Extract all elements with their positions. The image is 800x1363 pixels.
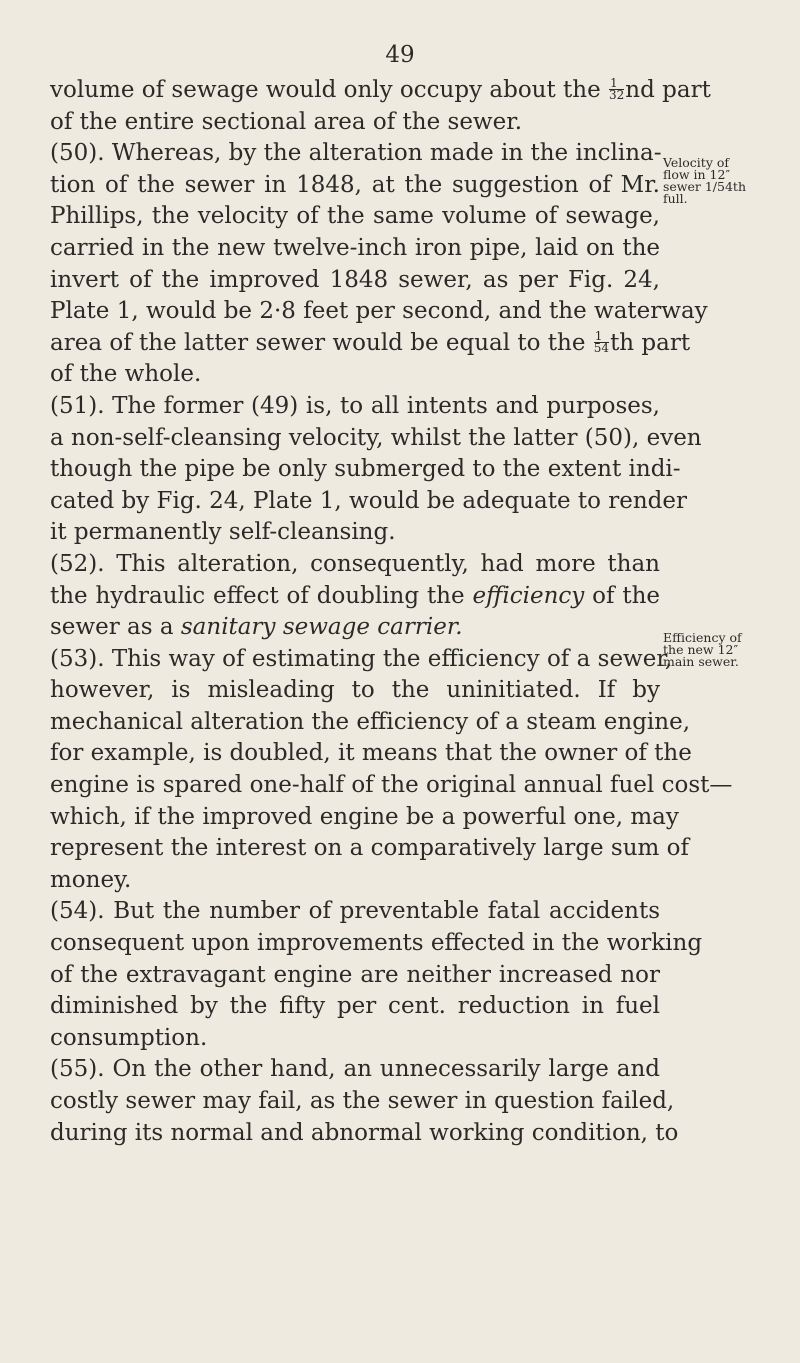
text-line: mechanical alteration the efficiency of a steam engine, — [50, 708, 691, 735]
text-segment: the hydraulic effect of doubling the — [50, 582, 465, 609]
text-line: (54). But the number of preventable fatal accidents — [50, 898, 660, 925]
margin-note-line: full. — [663, 191, 688, 206]
fraction — [609, 78, 624, 101]
margin-note-line: the new 12″ — [663, 642, 739, 657]
italic-text: efficiency — [472, 582, 585, 609]
fraction — [593, 328, 610, 355]
text-line — [50, 581, 660, 613]
text-line: (51). The former (49) is, to all intents and purposes, — [50, 392, 660, 419]
margin-note-line: main sewer. — [663, 654, 739, 669]
text-line: of the extravagant engine are neither increased nor — [50, 961, 660, 988]
text-segment: area of the latter sewer would be equal to the — [50, 329, 586, 356]
text-line: money. — [50, 866, 132, 893]
fraction-numerator: 1 — [594, 331, 609, 343]
text-line: engine is spared one-half of the original annual fuel cost— — [50, 772, 733, 799]
text-line: tion of the sewer in 1848, at the suggestion of Mr. — [50, 171, 660, 198]
text-line: Plate 1, would be 2·8 feet per second, and the waterway — [50, 298, 708, 325]
fraction-numerator: 1 — [609, 78, 624, 90]
page-number: 49 — [385, 42, 415, 68]
text-line: consumption. — [50, 1024, 208, 1051]
text-line: cated by Fig. 24, Plate 1, would be adequate to render — [50, 487, 688, 514]
text-line: consequent upon improvements effected in the working — [50, 930, 703, 957]
text-line — [50, 75, 711, 107]
text-line: a non-self-cleansing velocity, whilst the latter (50), even — [50, 424, 702, 451]
fraction-denominator: 32 — [609, 88, 625, 102]
text-line: (50). Whereas, by the alteration made in the inclina- — [50, 140, 662, 167]
text-line: costly sewer may fail, as the sewer in question failed, — [50, 1088, 675, 1114]
text-segment: th part — [610, 329, 691, 356]
text-line: for example, is doubled, it means that the owner of the — [50, 740, 692, 767]
margin-note-line: Efficiency of — [663, 630, 742, 645]
text-line: (53). This way of estimating the efficiency of a sewer, — [50, 645, 673, 672]
text-line: which, if the improved engine be a powerful one, may — [50, 803, 679, 830]
text-line — [50, 328, 691, 360]
text-line: of the entire sectional area of the sewer. — [50, 108, 523, 135]
text-line: (55). On the other hand, an unnecessarily large and — [50, 1056, 660, 1083]
text-line: during its normal and abnormal working condition, to — [50, 1119, 679, 1146]
italic-text: sanitary sewage carrier. — [180, 614, 463, 641]
margin-note-line: sewer 1/54th — [663, 179, 747, 194]
text-line — [50, 612, 660, 644]
margin-note-line: Velocity of — [663, 155, 730, 170]
margin-note-efficiency — [663, 632, 793, 668]
text-line: it permanently self-cleansing. — [50, 519, 396, 546]
margin-note-line: flow in 12″ — [663, 167, 731, 182]
margin-note-velocity — [663, 157, 793, 205]
fraction-denominator: 54 — [593, 340, 610, 355]
text-line: though the pipe be only submerged to the extent indi- — [50, 456, 681, 483]
text-line: Phillips, the velocity of the same volume of sewage, — [50, 203, 660, 230]
text-line: of the whole. — [50, 361, 202, 388]
text-segment: volume of sewage would only occupy about the — [50, 77, 601, 103]
text-line: diminished by the fifty per cent. reduction in fuel — [50, 993, 660, 1020]
text-line: represent the interest on a comparatively large sum of — [50, 835, 690, 862]
text-line: carried in the new twelve-inch iron pipe, laid on the — [50, 234, 660, 261]
text-line: invert of the improved 1848 sewer, as per Fig. 24, — [50, 266, 660, 293]
text-segment: of the — [592, 582, 661, 609]
text-line: however, is misleading to the uninitiated. If by — [50, 677, 660, 704]
text-segment: sewer as a — [50, 614, 174, 641]
text-segment: nd part — [625, 77, 711, 103]
text-line: (52). This alteration, consequently, had more than — [50, 550, 660, 577]
